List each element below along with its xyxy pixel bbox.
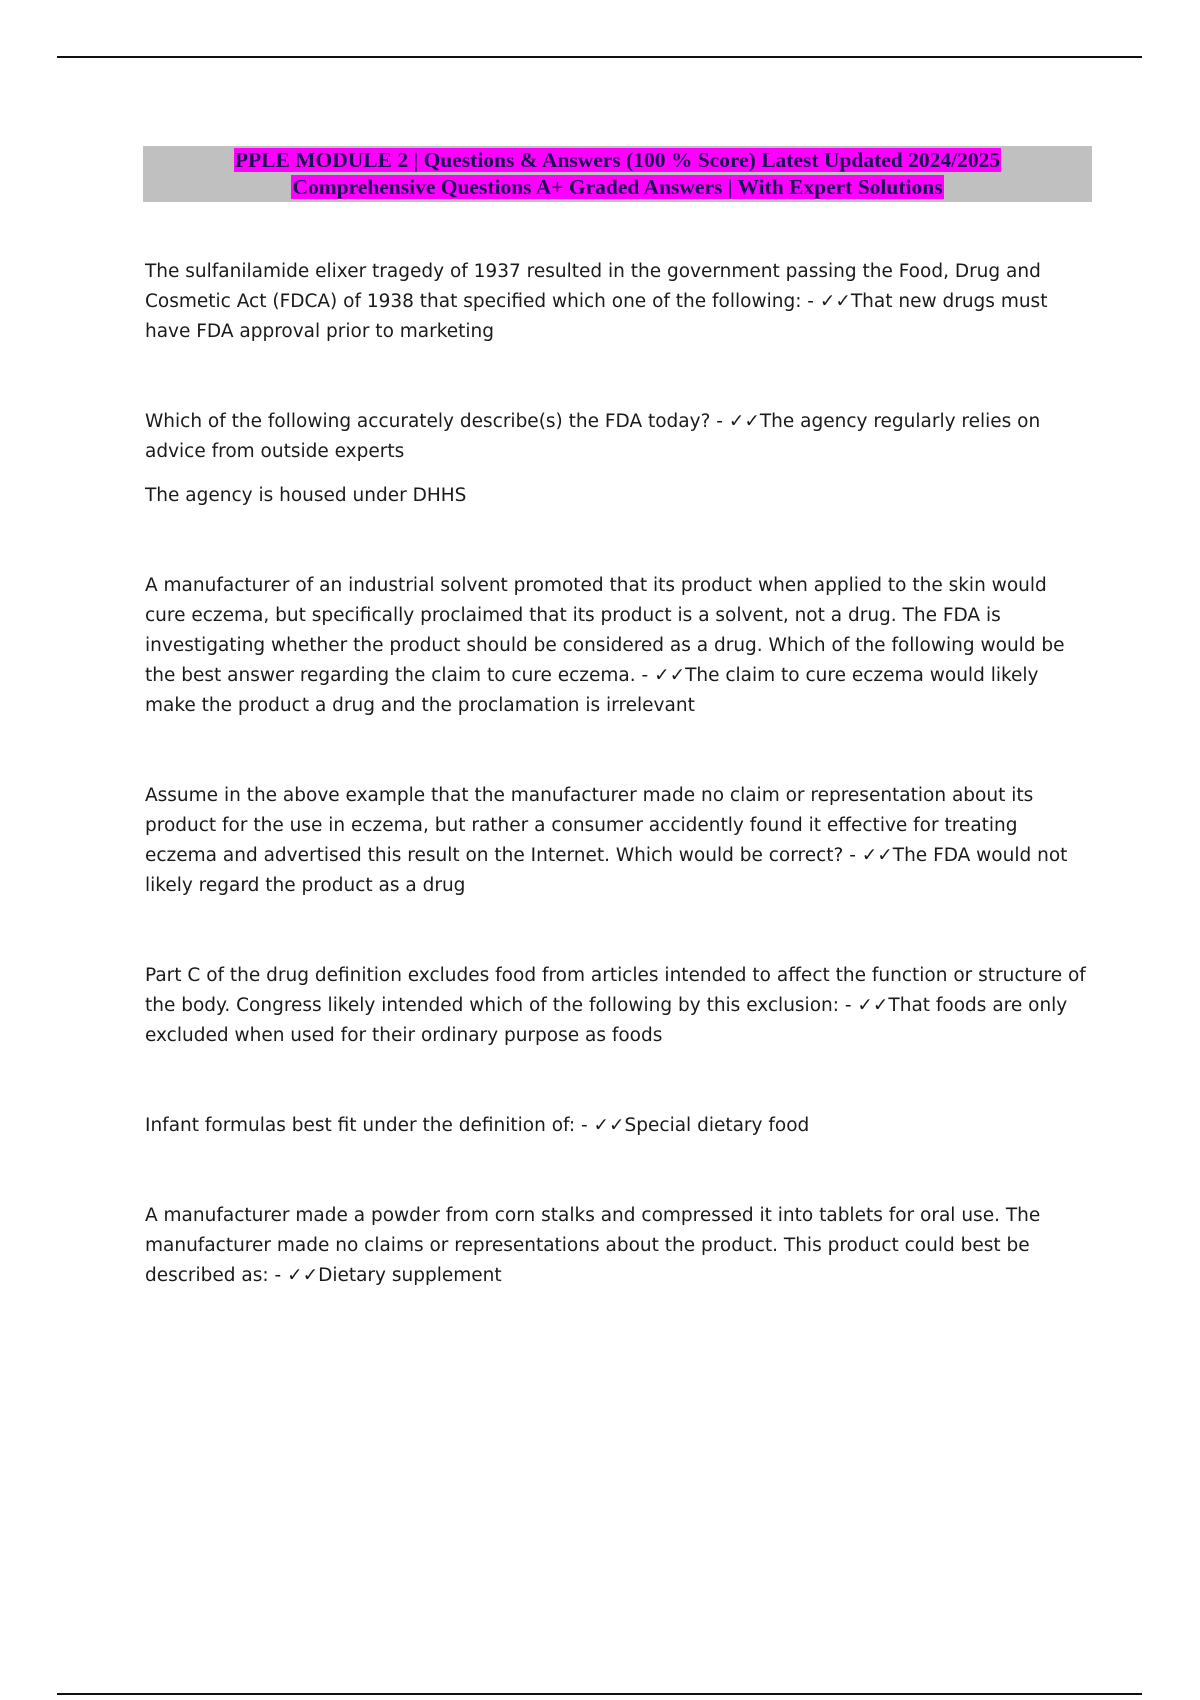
- bottom-rule: [57, 1693, 1142, 1695]
- qa-extra-answer: The agency is housed under DHHS: [145, 485, 467, 506]
- qa-item: [145, 407, 1090, 511]
- qa-text: The sulfanilamide elixer tragedy of 1937 resulted in the government passing the Food, Drug and Cosmetic Act (FDCA) of 1938 that specified which one of the following: - ✓✓That new drugs must have FDA approval prior to marketing: [145, 261, 1048, 342]
- qa-item: [145, 257, 1090, 347]
- document-title-line-2: Comprehensive Questions A+ Graded Answers | With Expert Solutions: [292, 175, 943, 199]
- document-title-banner: [143, 146, 1092, 202]
- qa-text: Which of the following accurately describe(s) the FDA today? - ✓✓The agency regularly relies on advice from outside experts: [145, 411, 1041, 462]
- qa-text: Part C of the drug definition excludes food from articles intended to affect the function or structure of the body. Congress likely intended which of the following by this exclusion: - ✓✓That foods are only excluded when used for their ordinary purpose as foods: [145, 965, 1086, 1046]
- qa-item: [145, 781, 1090, 901]
- qa-text: A manufacturer made a powder from corn stalks and compressed it into tablets for oral use. The manufacturer made no claims or representations about the product. This product could best be described as: - ✓✓Dietary supplement: [145, 1205, 1041, 1286]
- top-rule: [57, 56, 1142, 58]
- qa-item: [145, 1111, 1090, 1141]
- qa-text: A manufacturer of an industrial solvent promoted that its product when applied to the skin would cure eczema, but specifically proclaimed that its product is a solvent, not a drug. The FDA is investigating whether the product should be considered as a drug. Which of the following would be the best answer regarding the claim to cure eczema. - ✓✓The claim to cure eczema would likely make the product a drug and the proclamation is irrelevant: [145, 575, 1065, 716]
- qa-item: [145, 1201, 1090, 1291]
- qa-item: [145, 961, 1090, 1051]
- qa-list: [145, 257, 1090, 1291]
- qa-text: Assume in the above example that the manufacturer made no claim or representation about its product for the use in eczema, but rather a consumer accidently found it effective for treating eczema and advertised this result on the Internet. Which would be correct? - ✓✓The FDA would not likely regard the product as a drug: [145, 785, 1068, 896]
- document-title-line-1: PPLE MODULE 2 | Questions & Answers (100 % Score) Latest Updated 2024/2025: [234, 148, 1001, 172]
- qa-text: Infant formulas best fit under the definition of: - ✓✓Special dietary food: [145, 1115, 810, 1136]
- qa-item: [145, 571, 1090, 721]
